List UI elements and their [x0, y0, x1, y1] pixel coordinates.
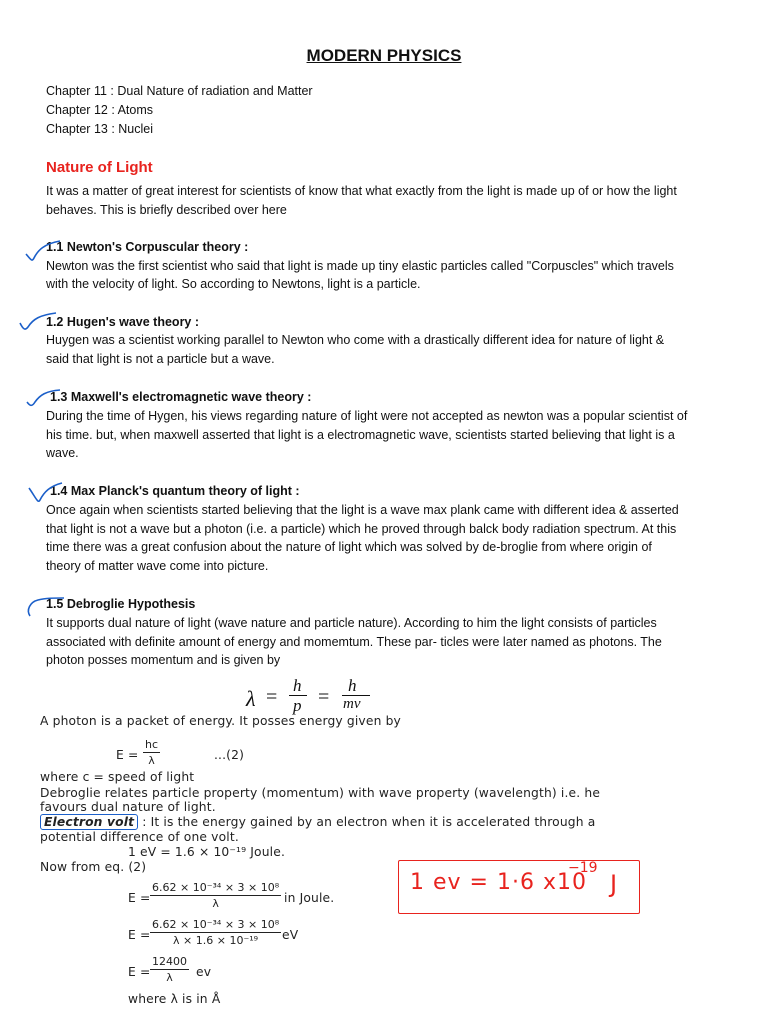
- scan-line: potential difference of one volt.: [40, 830, 239, 844]
- page-title: MODERN PHYSICS: [306, 46, 462, 65]
- nature-heading: Nature of Light: [46, 159, 153, 176]
- equation-ref: ...(2): [214, 748, 245, 762]
- body-line: theory of matter wave come into picture.: [46, 559, 269, 573]
- section-heading: 1.2 Hugen's wave theory :: [46, 315, 200, 329]
- chapter-line: Chapter 11 : Dual Nature of radiation and Matter: [46, 84, 313, 98]
- body-line: Huygen was a scientist working parallel to Newton who come with a drastically different idea for nature of light &: [46, 333, 665, 347]
- intro-line: behaves. This is briefly described over here: [46, 203, 287, 217]
- handwritten-ev-value: 1 ev = 1·6 x10: [410, 870, 587, 895]
- checkmark-icon: [26, 480, 76, 514]
- chapter-line: Chapter 12 : Atoms: [46, 103, 154, 117]
- scan-line: favours dual nature of light.: [40, 800, 216, 814]
- body-line: associated with definite amount of energy and momemtum. These par- ticles were later named as photons. The: [46, 635, 662, 649]
- body-line: Once again when scientists started believing that the light is a wave max plank came with different idea & asserted: [46, 503, 679, 517]
- energy-eq-label: E =: [128, 965, 151, 979]
- electron-volt-term: Electron volt: [40, 814, 138, 830]
- section-heading: 1.5 Debroglie Hypothesis: [46, 597, 196, 611]
- energy-fraction-joule: $\frac{\text{6.62 × 10⁻³⁴ × 3 × 10⁸}}{\lambda}$: [152, 881, 280, 910]
- checkmark-icon: [22, 236, 72, 266]
- body-line: It supports dual nature of light (wave nature and particle nature). According to him the light consists of particles: [46, 616, 657, 630]
- unit-label: ev: [196, 965, 212, 979]
- ev-def: : It is the energy gained by an electron when it is accelerated through a: [138, 815, 596, 829]
- body-line: his time. but, when maxwell asserted that light is a electromagnetic wave, scientists started believing that light is a: [46, 428, 675, 442]
- energy-eq-label: E =: [128, 891, 151, 905]
- scan-line: A photon is a packet of energy. It posses energy given by: [40, 714, 401, 728]
- scan-line: Debroglie relates particle property (momentum) with wave property (wavelength) i.e. he: [40, 786, 601, 800]
- body-line: that light is not a wave but a photon (i.e. a particle) which he proved through balck body radiation spectrum. At this: [46, 522, 677, 536]
- energy-fraction: $\frac{hc}{\lambda}$: [145, 738, 159, 767]
- checkmark-icon: [16, 309, 66, 339]
- body-line: said that light is not a particle but a wave.: [46, 352, 275, 366]
- debroglie-formula: λ = h p = h mv: [246, 676, 386, 716]
- handwritten-unit: J: [610, 870, 618, 898]
- intro-line: It was a matter of great interest for scientists of know that what exactly from the light is made up of or how the light: [46, 184, 677, 198]
- body-line: with the velocity of light. So according to Newtons, light is a particle.: [46, 277, 421, 291]
- checkmark-icon: [24, 386, 74, 416]
- body-line: time there was a great confusion about the nature of light which was solved by de-broglie from where origin of: [46, 540, 652, 554]
- electron-volt-definition: [40, 815, 595, 829]
- energy-eq-label: E =: [116, 748, 139, 762]
- scan-line: Now from eq. (2): [40, 860, 147, 874]
- body-line: Newton was the first scientist who said that light is made up tiny elastic particles called "Corpuscles" which travels: [46, 259, 674, 273]
- body-line: wave.: [46, 446, 79, 460]
- unit-label: eV: [282, 928, 299, 942]
- unit-label: in Joule.: [284, 891, 335, 905]
- body-line: During the time of Hygen, his views regarding nature of light were not accepted as newton was a popular scientist of: [46, 409, 688, 423]
- energy-eq-label: E =: [128, 928, 151, 942]
- section-heading: 1.4 Max Planck's quantum theory of light :: [50, 484, 300, 498]
- section-heading: 1.1 Newton's Corpuscular theory :: [46, 240, 249, 254]
- section-heading: 1.3 Maxwell's electromagnetic wave theory :: [50, 390, 312, 404]
- scan-line: where c = speed of light: [40, 770, 195, 784]
- chapter-line: Chapter 13 : Nuclei: [46, 122, 154, 136]
- energy-fraction-ev: $\frac{\text{6.62 × 10⁻³⁴ × 3 × 10⁸}}{\text{λ × 1.6 × 10⁻¹⁹}}$: [152, 918, 280, 947]
- scan-line: where λ is in Å: [128, 992, 221, 1006]
- handwritten-exponent: −19: [568, 860, 598, 876]
- energy-fraction-simplified: $\frac{12400}{\lambda}$: [152, 955, 187, 984]
- checkmark-icon: [24, 592, 74, 622]
- ev-value: 1 eV = 1.6 × 10⁻¹⁹ Joule.: [128, 845, 285, 859]
- body-line: photon posses momentum and is given by: [46, 653, 281, 667]
